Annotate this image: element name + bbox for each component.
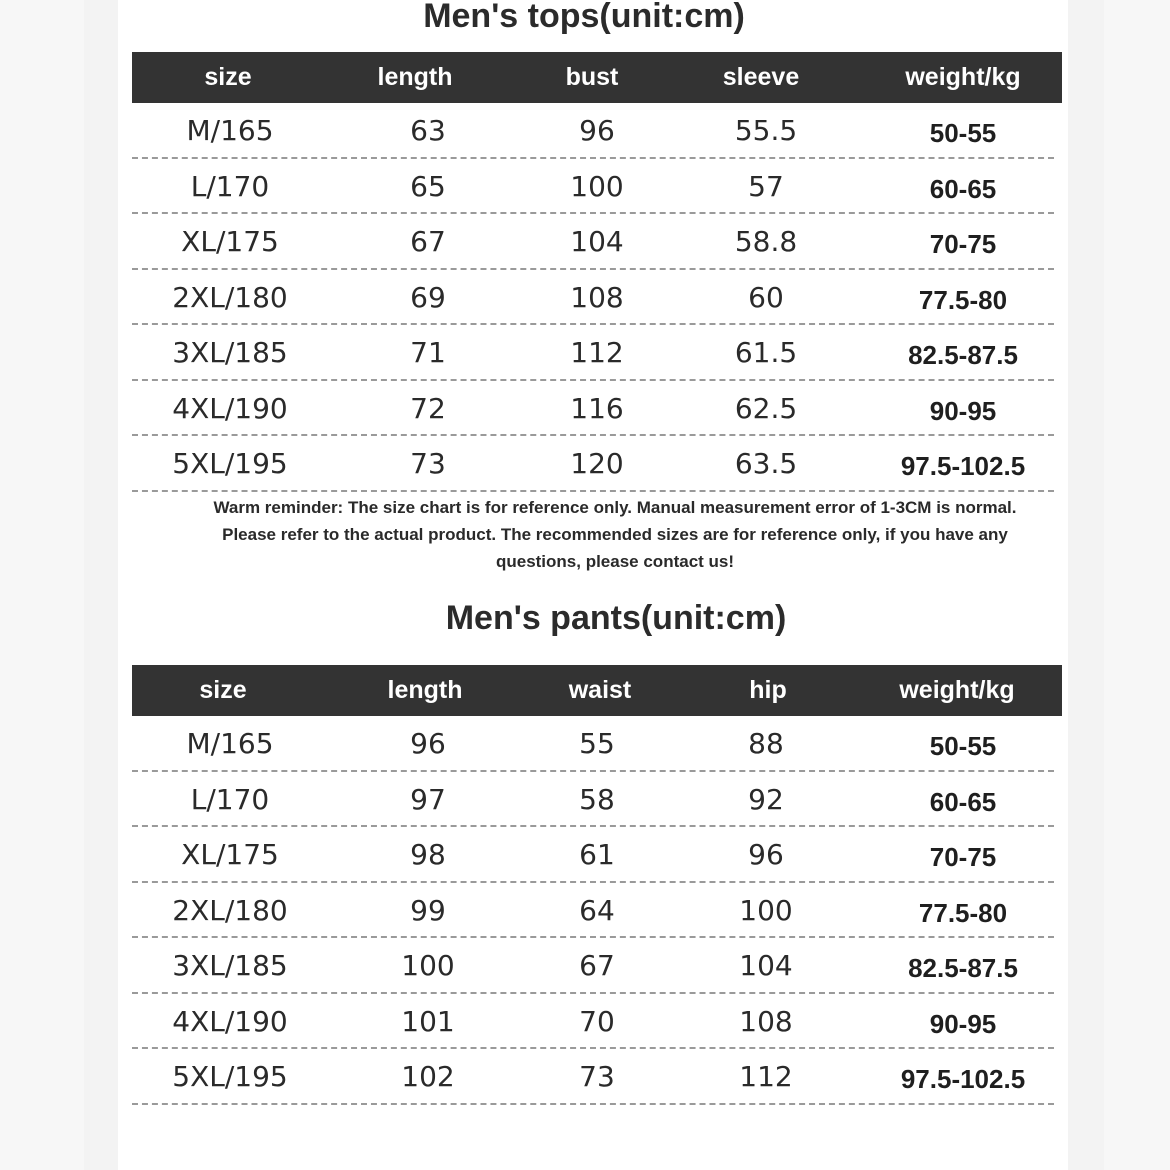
- page-edge-left: [84, 0, 118, 1170]
- tops-cell-weight: 82.5-87.5: [908, 340, 1018, 370]
- reminder-line-1: Warm reminder: The size chart is for reference only. Manual measurement error of 1-3CM is normal.: [213, 498, 1017, 517]
- pants-cell-length: 101: [401, 1004, 455, 1038]
- pants-table: [132, 665, 1062, 1105]
- pants-cell-hip: 100: [739, 893, 793, 927]
- tops-header-weight: weight/kg: [905, 63, 1021, 91]
- tops-table-header: [132, 52, 1062, 103]
- tops-cell-size: M/165: [186, 114, 274, 147]
- table-row: [132, 325, 1054, 381]
- pants-header-weight: weight/kg: [899, 676, 1015, 704]
- tops-cell-sleeve: 57: [748, 169, 784, 203]
- pants-cell-waist: 67: [579, 949, 615, 982]
- pants-cell-hip: 96: [748, 838, 784, 871]
- table-row: [132, 994, 1054, 1050]
- tops-cell-length: 67: [410, 225, 446, 258]
- pants-cell-size: 3XL/185: [172, 949, 288, 982]
- pants-cell-length: 98: [410, 838, 446, 871]
- pants-cell-weight: 77.5-80: [918, 897, 1008, 928]
- table-row: [132, 938, 1054, 994]
- pants-cell-waist: 64: [579, 893, 615, 927]
- tops-cell-sleeve: 63.5: [734, 447, 798, 480]
- tops-cell-sleeve: 61.5: [734, 336, 798, 369]
- table-row: [132, 381, 1054, 437]
- pants-cell-length: 102: [401, 1060, 455, 1093]
- tops-cell-bust: 104: [570, 225, 624, 258]
- tops-table-body: [132, 103, 1062, 492]
- pants-cell-hip: 104: [739, 949, 793, 982]
- pants-table-body: [132, 716, 1062, 1105]
- tops-cell-size: 3XL/185: [172, 336, 288, 369]
- tops-header-length: length: [377, 63, 453, 91]
- table-row: [132, 214, 1054, 270]
- tops-cell-bust: 112: [570, 336, 624, 369]
- pants-cell-length: 100: [401, 949, 455, 982]
- tops-cell-sleeve: 55.5: [734, 114, 798, 147]
- table-row: [132, 270, 1054, 326]
- pants-cell-weight: 97.5-102.5: [900, 1064, 1026, 1094]
- pants-header-waist: waist: [568, 676, 632, 704]
- tops-cell-weight: 90-95: [929, 395, 997, 426]
- pants-cell-hip: 112: [739, 1060, 793, 1093]
- pants-cell-weight: 82.5-87.5: [908, 953, 1018, 983]
- pants-cell-hip: 108: [739, 1004, 793, 1038]
- reminder-line-2: Please refer to the actual product. The recommended sizes are for reference only, if you have any: [222, 525, 1008, 544]
- tops-cell-weight: 77.5-80: [918, 284, 1008, 315]
- pants-header-size: size: [199, 676, 247, 704]
- tops-cell-bust: 96: [579, 114, 615, 147]
- pants-cell-weight: 50-55: [929, 731, 997, 761]
- pants-cell-hip: 92: [748, 782, 784, 816]
- pants-cell-waist: 58: [579, 782, 615, 816]
- table-row: [132, 436, 1054, 492]
- pants-cell-length: 97: [410, 782, 446, 816]
- tops-header-sleeve: sleeve: [722, 63, 800, 91]
- table-row: [132, 159, 1054, 215]
- page-edge-right: [1068, 0, 1104, 1170]
- tops-cell-bust: 100: [570, 169, 624, 203]
- tops-cell-sleeve: 60: [748, 280, 784, 314]
- warm-reminder: [190, 494, 1040, 575]
- pants-header-length: length: [387, 676, 463, 704]
- pants-cell-size: 4XL/190: [172, 1004, 288, 1038]
- table-row: [132, 772, 1054, 828]
- pants-cell-waist: 73: [579, 1060, 615, 1093]
- table-row: [132, 103, 1054, 159]
- pants-cell-hip: 88: [748, 727, 784, 760]
- pants-cell-size: 2XL/180: [172, 893, 288, 927]
- tops-cell-size: 4XL/190: [172, 391, 288, 425]
- reminder-line-3: questions, please contact us!: [495, 552, 735, 571]
- pants-cell-size: 5XL/195: [172, 1060, 288, 1093]
- tops-cell-sleeve: 62.5: [734, 391, 798, 425]
- tops-cell-size: L/170: [190, 169, 270, 203]
- pants-cell-size: M/165: [186, 727, 274, 760]
- pants-table-header: [132, 665, 1062, 716]
- pants-header-hip: hip: [749, 676, 787, 704]
- pants-cell-length: 96: [410, 727, 446, 760]
- pants-cell-size: XL/175: [181, 838, 279, 871]
- tops-cell-length: 63: [410, 114, 446, 147]
- tops-cell-length: 73: [410, 447, 446, 480]
- tops-cell-size: 5XL/195: [172, 447, 288, 480]
- tops-cell-length: 69: [410, 280, 446, 314]
- pants-cell-waist: 61: [579, 838, 615, 871]
- tops-title: Men's tops(unit:cm): [423, 0, 745, 35]
- pants-cell-length: 99: [410, 893, 446, 927]
- pants-cell-weight: 70-75: [929, 842, 997, 872]
- pants-cell-waist: 55: [579, 727, 615, 760]
- pants-cell-waist: 70: [579, 1004, 615, 1038]
- table-row: [132, 1049, 1054, 1105]
- tops-header-bust: bust: [565, 63, 619, 91]
- tops-cell-bust: 108: [570, 280, 624, 314]
- tops-cell-length: 71: [410, 336, 446, 369]
- table-row: [132, 883, 1054, 939]
- pants-cell-weight: 90-95: [929, 1008, 997, 1039]
- table-row: [132, 827, 1054, 883]
- tops-table: [132, 52, 1062, 492]
- tops-cell-weight: 97.5-102.5: [900, 451, 1026, 481]
- pants-title: Men's pants(unit:cm): [445, 599, 787, 637]
- pants-cell-size: L/170: [190, 782, 270, 816]
- tops-cell-bust: 116: [570, 391, 624, 425]
- tops-cell-length: 72: [410, 391, 446, 425]
- pants-cell-weight: 60-65: [929, 786, 997, 817]
- tops-cell-weight: 50-55: [929, 118, 997, 148]
- tops-cell-size: 2XL/180: [172, 280, 288, 314]
- table-row: [132, 716, 1054, 772]
- tops-cell-weight: 70-75: [929, 229, 997, 259]
- tops-cell-size: XL/175: [181, 225, 279, 258]
- tops-cell-sleeve: 58.8: [734, 225, 798, 258]
- tops-header-size: size: [204, 63, 252, 91]
- tops-cell-weight: 60-65: [929, 173, 997, 204]
- tops-cell-bust: 120: [570, 447, 624, 480]
- tops-cell-length: 65: [410, 169, 446, 203]
